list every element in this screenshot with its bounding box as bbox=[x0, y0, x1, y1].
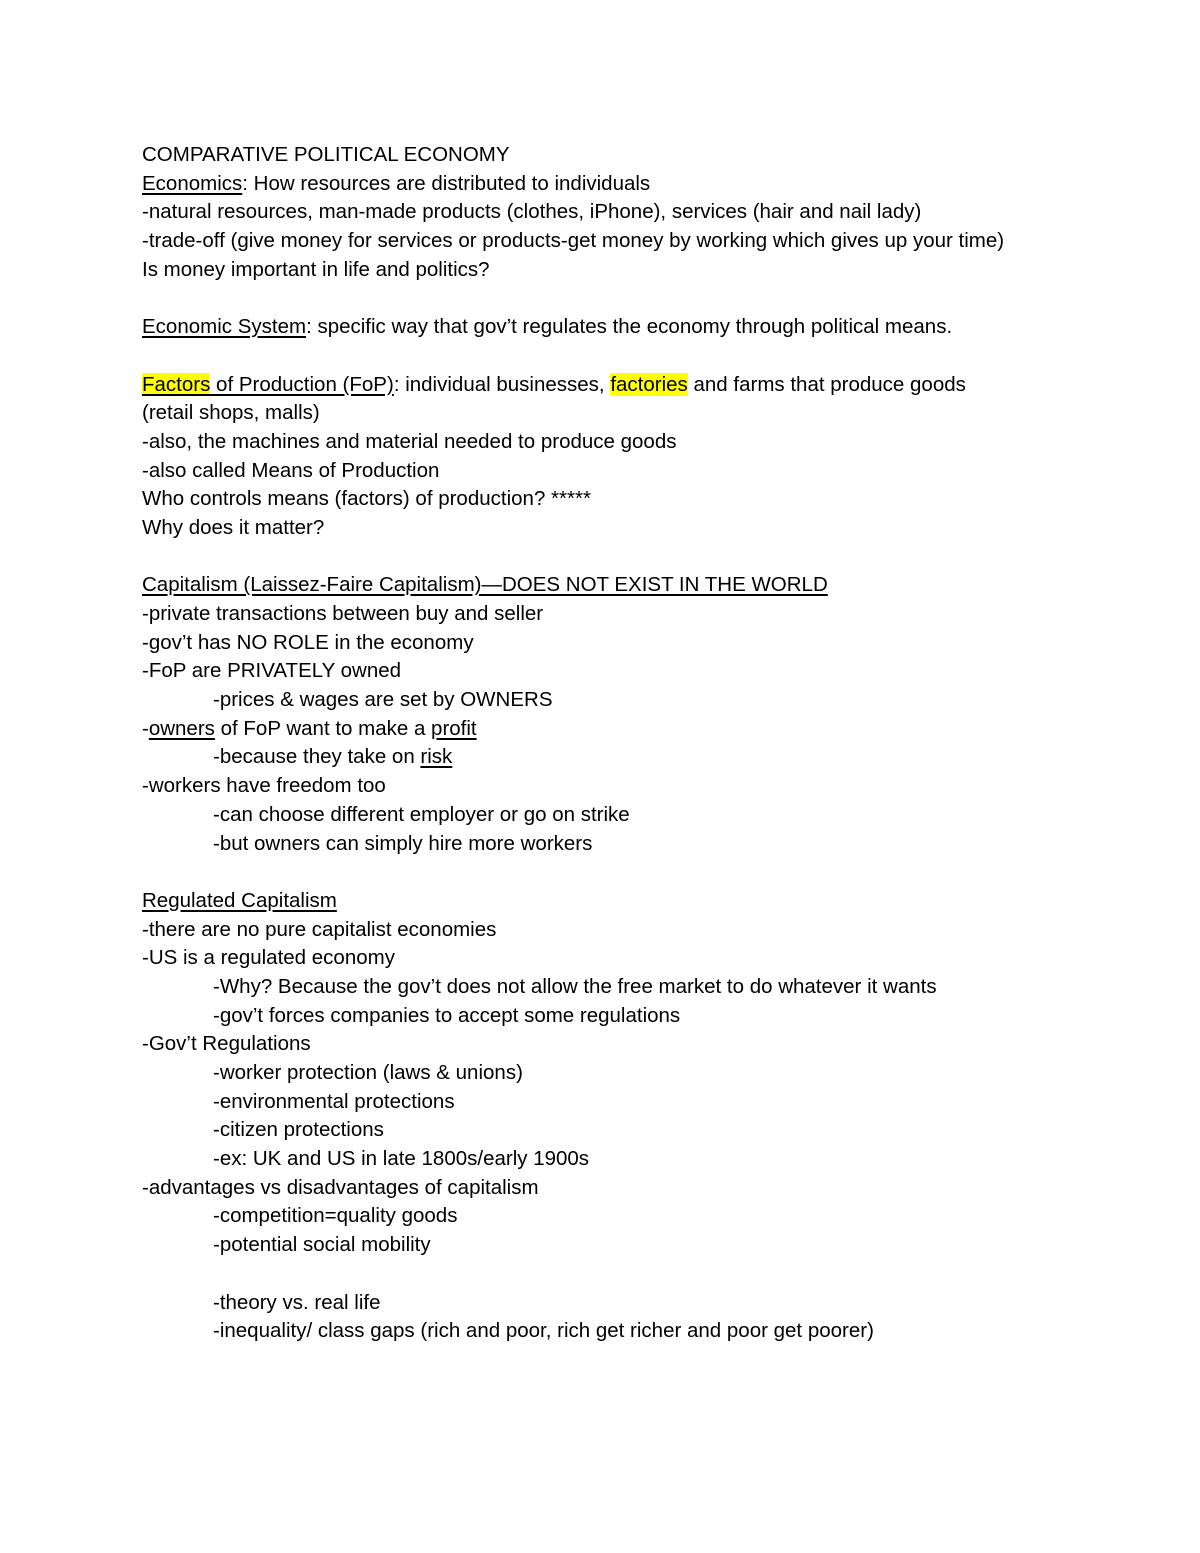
capitalism-line: -workers have freedom too bbox=[142, 774, 386, 798]
capitalism-dash: - bbox=[142, 716, 149, 740]
economics-line: -natural resources, man-made products (clothes, iPhone), services (hair and nail lady) bbox=[142, 200, 922, 224]
regulated-line: -US is a regulated economy bbox=[142, 946, 395, 970]
fop-line: -also, the machines and material needed to produce goods bbox=[142, 429, 677, 453]
economics-term: Economics bbox=[142, 171, 243, 195]
capitalism-line: -gov’t has NO ROLE in the economy bbox=[142, 630, 474, 654]
regulated-subline: -environmental protections bbox=[213, 1089, 455, 1113]
capitalism-line bbox=[142, 715, 1152, 744]
blank-line bbox=[142, 284, 1152, 313]
blank-line bbox=[142, 342, 1152, 371]
economics-definition bbox=[142, 170, 1152, 199]
capitalism-heading bbox=[142, 571, 1152, 600]
regulated-subline: -ex: UK and US in late 1800s/early 1900s bbox=[213, 1147, 590, 1171]
document-title: COMPARATIVE POLITICAL ECONOMY bbox=[142, 143, 510, 166]
economic-system-term: Economic System bbox=[142, 315, 307, 339]
profit-underlined: profit bbox=[431, 716, 477, 740]
capitalism-subline bbox=[142, 743, 1152, 772]
capitalism-text: of FoP want to make a bbox=[214, 716, 432, 740]
regulated-heading bbox=[142, 887, 1152, 916]
regulated-lines bbox=[142, 916, 1152, 1346]
regulated-subline: -inequality/ class gaps (rich and poor, rich get richer and poor get poorer) bbox=[213, 1319, 874, 1343]
fop-line: Why does it matter? bbox=[142, 515, 325, 539]
fop-line: -also called Means of Production bbox=[142, 458, 440, 482]
regulated-line: -Gov’t Regulations bbox=[142, 1032, 311, 1056]
capitalism-heading-text: Capitalism (Laissez-Faire Capitalism)—DOES NOT EXIST IN THE WORLD bbox=[142, 573, 828, 597]
economics-def: : How resources are distributed to individuals bbox=[242, 171, 651, 195]
document-body bbox=[142, 141, 1152, 1346]
capitalism-line: -FoP are PRIVATELY owned bbox=[142, 659, 402, 683]
blank-line bbox=[142, 1260, 1152, 1289]
capitalism-subline: -can choose different employer or go on strike bbox=[213, 802, 630, 826]
fop-definition bbox=[142, 371, 1152, 400]
regulated-heading-text: Regulated Capitalism bbox=[142, 888, 337, 912]
regulated-subline: -potential social mobility bbox=[213, 1233, 431, 1257]
fop-line: Who controls means (factors) of production? ***** bbox=[142, 487, 591, 511]
capitalism-text: -because they take on bbox=[213, 745, 421, 769]
regulated-subline: -citizen protections bbox=[213, 1118, 384, 1142]
fop-def: : individual businesses, bbox=[393, 372, 611, 396]
regulated-line: -advantages vs disadvantages of capitalism bbox=[142, 1175, 539, 1199]
capitalism-subline: -prices & wages are set by OWNERS bbox=[213, 688, 553, 712]
owners-underlined: owners bbox=[148, 716, 215, 740]
capitalism-subline: -but owners can simply hire more workers bbox=[213, 831, 593, 855]
economic-system-definition bbox=[142, 313, 1152, 342]
economic-system-def: : specific way that gov’t regulates the economy through political means. bbox=[306, 315, 953, 339]
fop-def-rest: and farms that produce goods bbox=[687, 372, 966, 396]
regulated-subline: -competition=quality goods bbox=[213, 1204, 458, 1228]
blank-line bbox=[142, 543, 1152, 572]
regulated-subline: -worker protection (laws & unions) bbox=[213, 1061, 523, 1084]
capitalism-line: -private transactions between buy and seller bbox=[142, 602, 544, 625]
regulated-subline: -Why? Because the gov’t does not allow the free market to do whatever it wants bbox=[213, 974, 937, 998]
factories-highlight: factories bbox=[610, 372, 688, 396]
economics-line: Is money important in life and politics? bbox=[142, 257, 490, 281]
regulated-subline: -gov’t forces companies to accept some regulations bbox=[213, 1003, 681, 1027]
economics-line: -trade-off (give money for services or products-get money by working which gives up your time) bbox=[142, 229, 1005, 253]
risk-underlined: risk bbox=[420, 745, 453, 769]
fop-term: of Production (FoP) bbox=[210, 372, 394, 396]
regulated-line: -there are no pure capitalist economies bbox=[142, 917, 497, 941]
fop-line: (retail shops, malls) bbox=[142, 401, 320, 425]
fop-term-highlighted: Factors bbox=[142, 372, 211, 396]
regulated-subline: -theory vs. real life bbox=[213, 1290, 381, 1314]
blank-line bbox=[142, 858, 1152, 887]
